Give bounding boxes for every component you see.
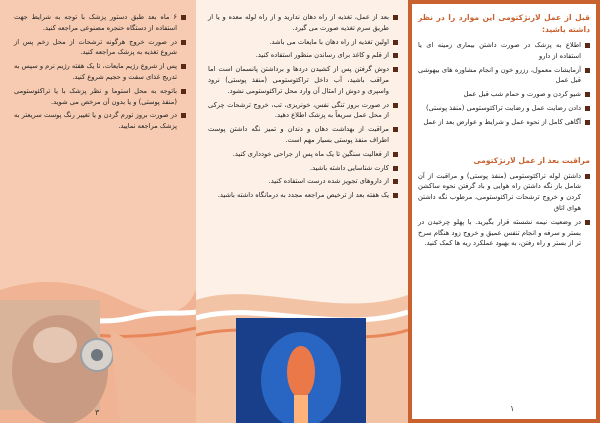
- middle-page: [196, 0, 408, 423]
- right-page: [408, 0, 600, 423]
- post-op-list: [418, 171, 590, 250]
- left-item-list: [14, 12, 186, 132]
- list-item: دادن رضایت عمل و رضایت تراکئوستومی (منفذ پوستی): [418, 103, 590, 114]
- list-item: بعد از عمل، تغذیه از راه دهان ندارید و از راه لوله معده و یا از طریق سرم تغذیه صورت می گیرد.: [208, 12, 398, 34]
- page-number-right: ۱: [510, 404, 515, 413]
- list-item: در صورت خروج هرگونه ترشحات از محل زخم پس از شروع تغذیه به پزشک مراجعه کنید.: [14, 37, 186, 59]
- list-item: پس از شروع رژیم مایعات، تا یک هفته رژیم نرم و سپس به تدریج غذای سفت و حجیم شروع کنید.: [14, 61, 186, 83]
- middle-item-list: [208, 12, 398, 201]
- list-item: باتوجه به محل استوما و نظر پزشک با یا تراکئوستومی (منفذ پوستی) و یا بدون آن مرخص می شوید.: [14, 86, 186, 108]
- list-item: آگاهی کامل از نحوه عمل و شرایط و عوارض بعد از عمل: [418, 117, 590, 128]
- pre-op-heading: قبل از عمل لارنژکتومی این موارد را در نظر داشته باشید:: [418, 13, 590, 34]
- list-item: از قلم و کاغذ برای رساندن منظور استفاده کنید.: [208, 50, 398, 61]
- post-op-heading: مراقبت بعد از عمل لارنژکتومی: [473, 155, 590, 165]
- left-page: [0, 0, 196, 423]
- right-text-column: [418, 12, 590, 252]
- middle-text-column: [208, 12, 398, 204]
- list-item: در وضعیت نیمه نشسته قرار بگیرید. با پهلو چرخیدن در بستر و سرفه و انجام تنفس عمیق و خروج زود هنگام سرخ تر از بستر و راه رفتن، به بهبود عملکرد ریه ها کمک کنید.: [418, 217, 590, 249]
- list-item: اولین تغذیه از راه دهان با مایعات می باشد.: [208, 37, 398, 48]
- list-item: مراقبت از بهداشت دهان و دندان و تمیز نگه داشتن پوست اطراف منفذ پوستی بسیار مهم است.: [208, 124, 398, 146]
- list-item: یک هفته بعد از ترخیص مراجعه مجدد به درمانگاه داشته باشید.: [208, 190, 398, 201]
- list-item: از فعالیت سنگین تا یک ماه پس از جراحی خودداری کنید.: [208, 149, 398, 160]
- list-item: دوش گرفتن پس از کشیدن دردها و برداشتن پانسمان است اما مراقب باشید، آب داخل تراکئوستومی (منفذ پوستی) نرود واسپری و دوش از امثال آن وارد محل تراکئوستومی نشود.: [208, 64, 398, 96]
- left-text-column: [14, 12, 186, 135]
- list-item: اطلاع به پزشک در صورت داشتن بیماری زمینه ای یا استفاده از دارو: [418, 40, 590, 62]
- list-item: داشتن لوله تراکئوستومی (منفذ پوستی) و مراقبت از آن شامل باز نگه داشتن راه هوایی و باد گرفتن نحوه ساکشن کردن و خروج ترشحات تراکئوستومی، مرطوب نگه داشتن هوای اتاق: [418, 171, 590, 214]
- list-item: ۶ ماه بعد طبق دستور پزشک با توجه به شرایط جهت استفاده از دستگاه حنجره مصنوعی مراجعه کنید.: [14, 12, 186, 34]
- list-item: شیو کردن و صورت و حمام شب قبل عمل: [418, 89, 590, 100]
- list-item: در صورت بروز تنگی نفس، خونریزی، تب، خروج ترشحات چرکی از محل عمل سریعاً به پزشک اطلاع دهید.: [208, 100, 398, 122]
- pre-op-list: [418, 40, 590, 128]
- larynx-icon: [287, 346, 315, 398]
- list-item: در صورت بروز تورم گردن و یا تغییر رنگ پوست سریعتر به پزشک مراجعه نمایید.: [14, 110, 186, 132]
- list-item: کارت شناسایی داشته باشید.: [208, 163, 398, 174]
- list-item: از داروهای تجویز شده درست استفاده کنید.: [208, 176, 398, 187]
- page-number-left: ۳: [95, 408, 100, 417]
- list-item: آزمایشات معمول، رزرو خون و انجام مشاوره های بیهوشی قبل عمل: [418, 65, 590, 87]
